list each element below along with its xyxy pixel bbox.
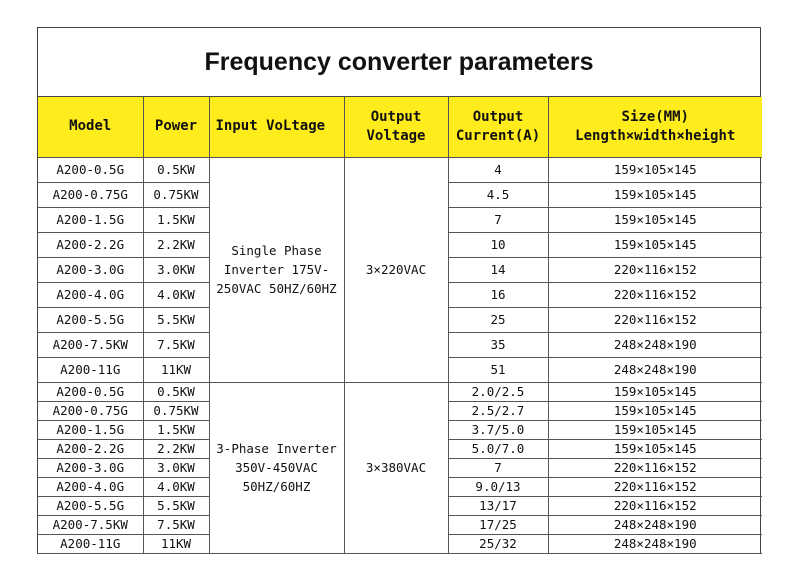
header-size: Size(MM) Length×width×height: [548, 97, 762, 157]
cell-model: A200-2.2G: [38, 439, 143, 458]
cell-model: A200-0.5G: [38, 157, 143, 182]
cell-output-current: 25/32: [448, 534, 548, 553]
cell-input-voltage: Single Phase Inverter 175V- 250VAC 50HZ/60HZ: [209, 157, 344, 382]
cell-output-current: 17/25: [448, 515, 548, 534]
cell-output-current: 13/17: [448, 496, 548, 515]
cell-input-voltage: 3-Phase Inverter 350V-450VAC 50HZ/60HZ: [209, 382, 344, 553]
cell-output-current: 10: [448, 232, 548, 257]
cell-output-current: 25: [448, 307, 548, 332]
cell-model: A200-3.0G: [38, 458, 143, 477]
cell-output-voltage: 3×380VAC: [344, 382, 448, 553]
cell-model: A200-4.0G: [38, 477, 143, 496]
cell-power: 3.0KW: [143, 458, 209, 477]
cell-size: 159×105×145: [548, 401, 762, 420]
cell-output-current: 14: [448, 257, 548, 282]
cell-output-current: 4: [448, 157, 548, 182]
cell-model: A200-11G: [38, 534, 143, 553]
cell-size: 159×105×145: [548, 232, 762, 257]
cell-size: 220×116×152: [548, 282, 762, 307]
cell-power: 7.5KW: [143, 515, 209, 534]
cell-size: 220×116×152: [548, 496, 762, 515]
header-model: Model: [38, 97, 143, 157]
cell-power: 7.5KW: [143, 332, 209, 357]
cell-size: 220×116×152: [548, 477, 762, 496]
cell-model: A200-0.75G: [38, 401, 143, 420]
cell-power: 1.5KW: [143, 207, 209, 232]
cell-size: 248×248×190: [548, 332, 762, 357]
parameters-table: [38, 97, 762, 554]
cell-model: A200-0.75G: [38, 182, 143, 207]
cell-power: 0.5KW: [143, 382, 209, 401]
cell-model: A200-7.5KW: [38, 515, 143, 534]
cell-power: 0.75KW: [143, 401, 209, 420]
header-output-voltage: Output Voltage: [344, 97, 448, 157]
cell-output-voltage: 3×220VAC: [344, 157, 448, 382]
cell-power: 0.5KW: [143, 157, 209, 182]
header-output-current: Output Current(A): [448, 97, 548, 157]
cell-size: 248×248×190: [548, 515, 762, 534]
cell-power: 3.0KW: [143, 257, 209, 282]
cell-size: 159×105×145: [548, 157, 762, 182]
cell-output-current: 7: [448, 207, 548, 232]
cell-power: 11KW: [143, 357, 209, 382]
parameter-sheet: [37, 27, 761, 554]
cell-output-current: 35: [448, 332, 548, 357]
cell-size: 220×116×152: [548, 257, 762, 282]
cell-model: A200-5.5G: [38, 496, 143, 515]
header-row: [38, 97, 762, 157]
table-row: [38, 382, 762, 401]
cell-size: 159×105×145: [548, 420, 762, 439]
table-body: [38, 157, 762, 553]
cell-power: 4.0KW: [143, 282, 209, 307]
cell-power: 4.0KW: [143, 477, 209, 496]
cell-model: A200-4.0G: [38, 282, 143, 307]
cell-size: 159×105×145: [548, 439, 762, 458]
cell-model: A200-1.5G: [38, 207, 143, 232]
cell-model: A200-3.0G: [38, 257, 143, 282]
cell-model: A200-7.5KW: [38, 332, 143, 357]
cell-output-current: 2.5/2.7: [448, 401, 548, 420]
cell-power: 1.5KW: [143, 420, 209, 439]
table-row: [38, 157, 762, 182]
cell-size: 159×105×145: [548, 207, 762, 232]
cell-size: 159×105×145: [548, 382, 762, 401]
cell-model: A200-1.5G: [38, 420, 143, 439]
cell-power: 2.2KW: [143, 232, 209, 257]
cell-output-current: 4.5: [448, 182, 548, 207]
header-power: Power: [143, 97, 209, 157]
cell-power: 0.75KW: [143, 182, 209, 207]
cell-output-current: 7: [448, 458, 548, 477]
cell-power: 5.5KW: [143, 496, 209, 515]
header-input-voltage: Input VoLtage: [209, 97, 344, 157]
page-title: Frequency converter parameters: [38, 28, 760, 97]
cell-size: 248×248×190: [548, 534, 762, 553]
cell-power: 11KW: [143, 534, 209, 553]
cell-model: A200-2.2G: [38, 232, 143, 257]
cell-size: 220×116×152: [548, 307, 762, 332]
cell-output-current: 5.0/7.0: [448, 439, 548, 458]
cell-output-current: 9.0/13: [448, 477, 548, 496]
cell-model: A200-11G: [38, 357, 143, 382]
cell-size: 220×116×152: [548, 458, 762, 477]
cell-model: A200-5.5G: [38, 307, 143, 332]
cell-output-current: 51: [448, 357, 548, 382]
cell-size: 248×248×190: [548, 357, 762, 382]
cell-model: A200-0.5G: [38, 382, 143, 401]
cell-output-current: 2.0/2.5: [448, 382, 548, 401]
cell-power: 2.2KW: [143, 439, 209, 458]
cell-output-current: 3.7/5.0: [448, 420, 548, 439]
cell-output-current: 16: [448, 282, 548, 307]
cell-size: 159×105×145: [548, 182, 762, 207]
cell-power: 5.5KW: [143, 307, 209, 332]
